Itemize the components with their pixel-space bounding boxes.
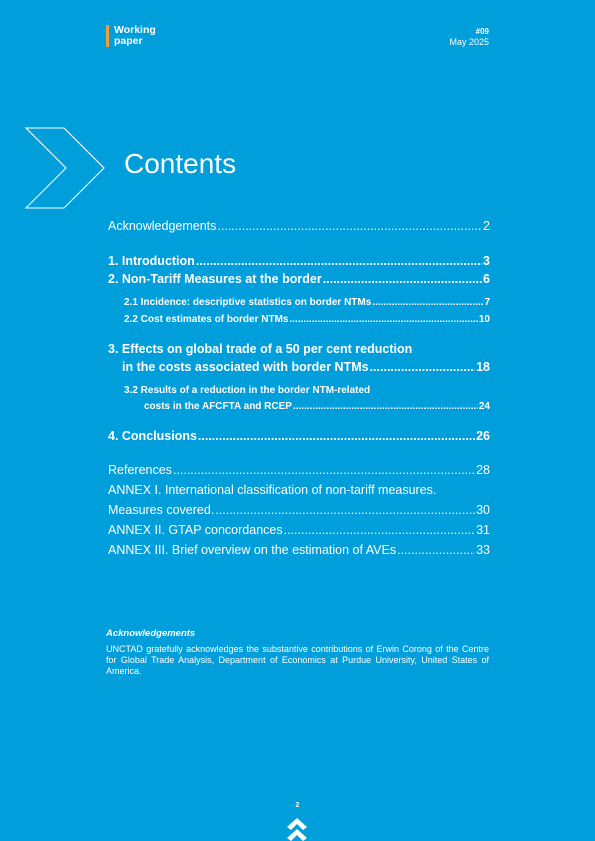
page-title: Contents — [124, 148, 237, 179]
toc-entry-effects[interactable]: in the costs associated with border NTMs ..... 18 — [122, 360, 490, 374]
chevron-right-icon — [24, 126, 108, 210]
issue-info — [449, 27, 489, 48]
acknowledgements-body: UNCTAD gratefully acknowledges the substantive contributions of Erwin Corong of the Centre for Global Trade Analysis, Department of Economics at Purdue University, United States of America. — [106, 644, 489, 676]
toc-entry-conclusions[interactable]: 4. Conclusions ..... 26 — [108, 429, 490, 443]
toc-entry-cost-estimates[interactable]: 2.2 Cost estimates of border NTMs ..... 10 — [124, 314, 490, 325]
toc-entry-references[interactable]: References ..... 28 — [108, 463, 490, 477]
toc-entry-incidence[interactable]: 2.1 Incidence: descriptive statistics on border NTMs ..... 7 — [124, 297, 490, 308]
toc-entry-effects-line1: 3. Effects on global trade of a 50 per cent reduction — [108, 342, 413, 356]
working-paper-line2: paper — [114, 35, 143, 47]
working-paper-line1: Working — [114, 24, 156, 36]
toc-entry-results-line1: 3.2 Results of a reduction in the border NTM-related — [124, 385, 371, 396]
toc-entry-annex3[interactable]: ANNEX III. Brief overview on the estimation of AVEs ..... 33 — [108, 543, 490, 557]
toc-entry-annex2[interactable]: ANNEX II. GTAP concordances ..... 31 — [108, 523, 490, 537]
page-number: 2 — [295, 802, 300, 809]
toc-entry-annex1-line1: ANNEX I. International classification of non-tariff measures. — [108, 483, 437, 497]
chevron-up-icon — [287, 818, 307, 841]
issue-number: #09 — [475, 27, 489, 36]
toc-entry-results[interactable]: costs in the AFCFTA and RCEP ..... 24 — [144, 401, 490, 412]
toc-entry-non-tariff-measures[interactable]: 2. Non-Tariff Measures at the border ..... 6 — [108, 272, 490, 286]
working-paper-label — [106, 25, 156, 47]
issue-date: May 2025 — [449, 37, 489, 47]
toc-entry-acknowledgements[interactable]: Acknowledgements ..... 2 — [108, 219, 490, 233]
toc-entry-annex1[interactable]: Measures covered. ..... 30 — [108, 503, 490, 517]
acknowledgements-heading: Acknowledgements — [106, 628, 196, 639]
toc-entry-introduction[interactable]: 1. Introduction ..... 3 — [108, 254, 490, 268]
